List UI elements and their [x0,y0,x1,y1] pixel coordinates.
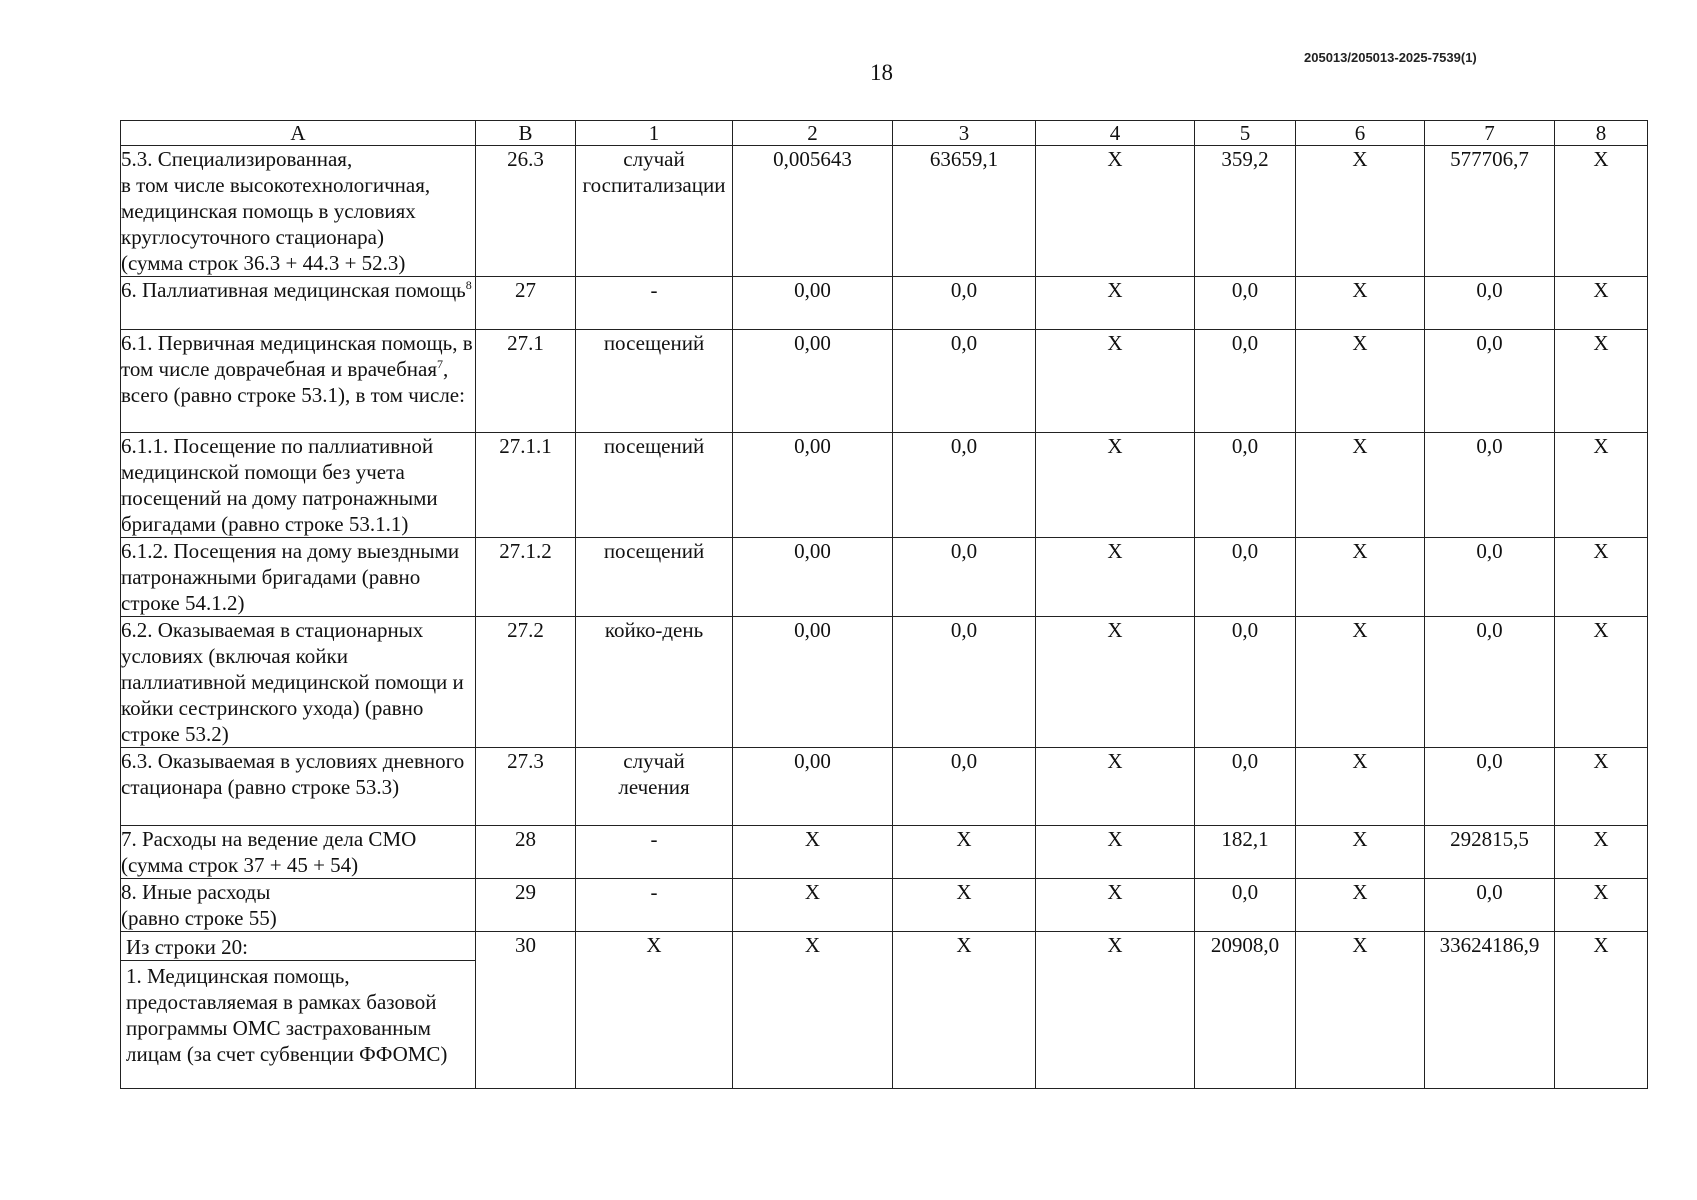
cell-col-2: X [733,826,893,879]
cell-col-4: X [1036,879,1195,932]
table-row [121,330,1648,433]
cell-col-8: X [1555,617,1648,748]
row-label: 5.3. Специализированная, в том числе высокотехнологичная, медицинская помощь в условиях круглосуточного стационара) (сумма строк 36.3 + 44.3 + 52.3) [121,146,476,277]
cell-col-6: X [1296,826,1425,879]
cell-col-6: X [1296,330,1425,433]
cell-col-7: 292815,5 [1425,826,1555,879]
cell-col-7: 0,0 [1425,433,1555,538]
cell-col-5: 0,0 [1195,617,1296,748]
cell-col-5: 20908,0 [1195,932,1296,1089]
cell-col-5: 0,0 [1195,538,1296,617]
table-row [121,617,1648,748]
row-label: 6.3. Оказываемая в условиях дневного стационара (равно строке 53.3) [121,748,476,826]
cell-col-6: X [1296,617,1425,748]
cell-col-7: 0,0 [1425,277,1555,330]
row-code: 27.1 [476,330,576,433]
row-sublabel: Из строки 20: [121,932,475,961]
row-unit: - [576,277,733,330]
row-code: 27 [476,277,576,330]
row-unit: посещений [576,538,733,617]
cell-col-7: 0,0 [1425,617,1555,748]
cell-col-8: X [1555,433,1648,538]
cell-col-2: 0,00 [733,277,893,330]
cell-col-4: X [1036,932,1195,1089]
cell-col-6: X [1296,879,1425,932]
row-label: 6.2. Оказываемая в стационарных условиях (включая койки паллиативной медицинской помощи и койки сестринского ухода) (равно строке 53.2) [121,617,476,748]
cell-col-2: 0,00 [733,538,893,617]
row-code: 27.1.2 [476,538,576,617]
header-cell-4: 4 [1036,121,1195,146]
row-code: 27.1.1 [476,433,576,538]
cell-col-2: 0,00 [733,617,893,748]
cell-col-4: X [1036,433,1195,538]
cell-col-5: 359,2 [1195,146,1296,277]
page-number: 18 [870,60,893,85]
cell-col-3: 0,0 [893,538,1036,617]
cell-col-5: 0,0 [1195,879,1296,932]
row-code: 27.2 [476,617,576,748]
row-label: 6.1. Первичная медицинская помощь, в том числе доврачебная и врачебная$^7$, всего (равно строке 53.1), в том числе: [121,330,476,433]
row-code: 27.3 [476,748,576,826]
row-unit: случай лечения [576,748,733,826]
row-unit: - [576,879,733,932]
header-row [121,121,1648,146]
cell-col-4: X [1036,277,1195,330]
cell-col-2: X [733,932,893,1089]
cell-col-6: X [1296,538,1425,617]
cell-col-3: X [893,879,1036,932]
cell-col-3: 0,0 [893,277,1036,330]
row-unit: койко-день [576,617,733,748]
row-unit: X [576,932,733,1089]
row-unit: - [576,826,733,879]
table-row [121,932,1648,1089]
cell-col-5: 182,1 [1195,826,1296,879]
cell-col-8: X [1555,538,1648,617]
cell-col-8: X [1555,277,1648,330]
header-cell-7: 7 [1425,121,1555,146]
cell-col-2: 0,00 [733,433,893,538]
cell-col-4: X [1036,330,1195,433]
row-unit: посещений [576,330,733,433]
cell-col-3: 0,0 [893,433,1036,538]
table-row [121,826,1648,879]
cell-col-4: X [1036,826,1195,879]
row-unit: случай госпитализации [576,146,733,277]
table-row [121,277,1648,330]
cell-col-5: 0,0 [1195,277,1296,330]
cell-col-6: X [1296,277,1425,330]
cell-col-7: 0,0 [1425,879,1555,932]
table-row [121,879,1648,932]
cell-col-8: X [1555,146,1648,277]
header-cell-8: 8 [1555,121,1648,146]
cell-col-8: X [1555,826,1648,879]
header-cell-b: B [476,121,576,146]
cell-col-6: X [1296,748,1425,826]
header-cell-3: 3 [893,121,1036,146]
cell-col-3: 63659,1 [893,146,1036,277]
cell-col-6: X [1296,433,1425,538]
cell-col-5: 0,0 [1195,330,1296,433]
header-cell-1: 1 [576,121,733,146]
cell-col-8: X [1555,932,1648,1089]
table-row [121,146,1648,277]
cell-col-2: 0,005643 [733,146,893,277]
header-cell-2: 2 [733,121,893,146]
cell-col-2: 0,00 [733,330,893,433]
header-cell-a: A [121,121,476,146]
row-label: 8. Иные расходы (равно строке 55) [121,879,476,932]
cell-col-4: X [1036,538,1195,617]
cell-col-7: 0,0 [1425,748,1555,826]
table-row [121,433,1648,538]
row-code: 28 [476,826,576,879]
cell-col-2: X [733,879,893,932]
report-table [120,120,1648,1089]
row-label: 6.1.1. Посещение по паллиативной медицинской помощи без учета посещений на дому патронажными бригадами (равно строке 53.1.1) [121,433,476,538]
document-reference: 205013/205013-2025-7539(1) [1304,50,1477,65]
cell-col-8: X [1555,330,1648,433]
cell-col-6: X [1296,146,1425,277]
cell-col-8: X [1555,879,1648,932]
row-code: 26.3 [476,146,576,277]
cell-col-8: X [1555,748,1648,826]
row-label [121,932,476,1089]
table-row [121,748,1648,826]
cell-col-3: X [893,826,1036,879]
cell-col-4: X [1036,748,1195,826]
row-unit: посещений [576,433,733,538]
header-cell-5: 5 [1195,121,1296,146]
cell-col-3: X [893,932,1036,1089]
row-label: 6.1.2. Посещения на дому выездными патронажными бригадами (равно строке 54.1.2) [121,538,476,617]
cell-col-3: 0,0 [893,330,1036,433]
row-code: 30 [476,932,576,1089]
cell-col-7: 577706,7 [1425,146,1555,277]
cell-col-7: 0,0 [1425,538,1555,617]
row-label: 6. Паллиативная медицинская помощь$^8$ [121,277,476,330]
cell-col-5: 0,0 [1195,748,1296,826]
header-cell-6: 6 [1296,121,1425,146]
cell-col-6: X [1296,932,1425,1089]
table-row [121,538,1648,617]
cell-col-3: 0,0 [893,748,1036,826]
cell-col-4: X [1036,146,1195,277]
row-code: 29 [476,879,576,932]
cell-col-4: X [1036,617,1195,748]
cell-col-2: 0,00 [733,748,893,826]
cell-col-3: 0,0 [893,617,1036,748]
cell-col-5: 0,0 [1195,433,1296,538]
row-label: 7. Расходы на ведение дела СМО (сумма строк 37 + 45 + 54) [121,826,476,879]
cell-col-7: 0,0 [1425,330,1555,433]
row-label-text: 1. Медицинская помощь, предоставляемая в рамках базовой программы ОМС застрахованным лицам (за счет субвенции ФФОМС) [126,964,448,1066]
cell-col-7: 33624186,9 [1425,932,1555,1089]
